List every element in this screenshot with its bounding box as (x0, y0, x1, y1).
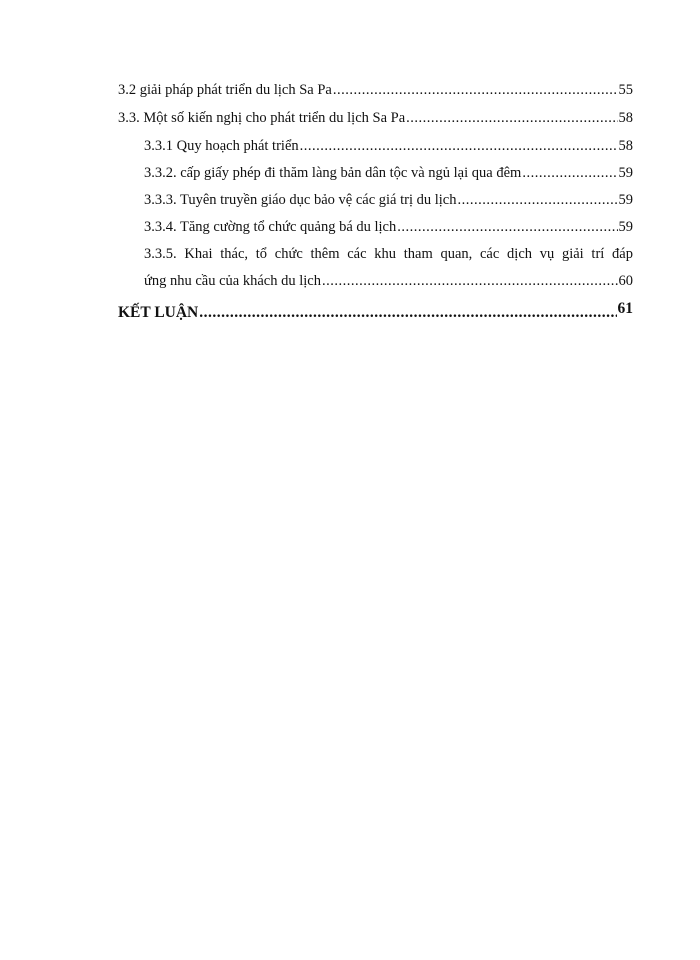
toc-entry-label: 3.3.4. Tăng cường tổ chức quảng bá du lịch (144, 219, 397, 235)
dot-leader (300, 136, 618, 156)
toc-entry-3-2[interactable] (118, 80, 633, 100)
dot-leader (522, 163, 617, 183)
toc-entry-label: KẾT LUẬN (118, 304, 199, 321)
toc-entry-label: 3.3.3. Tuyên truyền giáo dục bảo vệ các giá trị du lịch (144, 192, 457, 208)
toc-page-number: 61 (617, 300, 633, 317)
toc-entry-3-3-4[interactable] (144, 217, 633, 237)
toc-entry-3-3[interactable] (118, 108, 633, 128)
toc-entry-3-3-5-line1[interactable] (144, 244, 633, 264)
dot-leader (406, 108, 617, 128)
toc-entry-label: 3.2 giải pháp phát triển du lịch Sa Pa (118, 82, 332, 98)
toc-entry-3-3-2[interactable] (144, 163, 633, 183)
toc-page-number: 60 (618, 273, 633, 289)
toc-page-number: 58 (618, 110, 633, 126)
toc-page-number: 59 (618, 192, 633, 208)
toc-entry-3-3-3[interactable] (144, 190, 633, 210)
toc-entry-ket-luan[interactable] (118, 300, 633, 323)
toc-entry-3-3-1[interactable] (144, 136, 633, 156)
toc-page-number: 59 (618, 165, 633, 181)
dot-leader (333, 80, 618, 100)
dot-leader (322, 271, 618, 291)
toc-page-number: 58 (618, 138, 633, 154)
dot-leader (199, 303, 616, 323)
toc-entry-label: 3.3.5. Khai thác, tổ chức thêm các khu tham quan, các dịch vụ giải trí đáp (144, 246, 633, 262)
toc-entry-label: ứng nhu cầu của khách du lịch (144, 273, 321, 289)
toc-page-number: 59 (618, 219, 633, 235)
toc-entry-label: 3.3. Một số kiến nghị cho phát triển du lịch Sa Pa (118, 110, 406, 126)
toc-page-number: 55 (618, 82, 633, 98)
toc-entry-label: 3.3.2. cấp giấy phép đi thăm làng bản dân tộc và ngủ lại qua đêm (144, 165, 522, 181)
dot-leader (397, 217, 617, 237)
dot-leader (458, 190, 618, 210)
toc-entry-label: 3.3.1 Quy hoạch phát triển (144, 138, 299, 154)
toc-entry-3-3-5-line2[interactable] (144, 271, 633, 291)
